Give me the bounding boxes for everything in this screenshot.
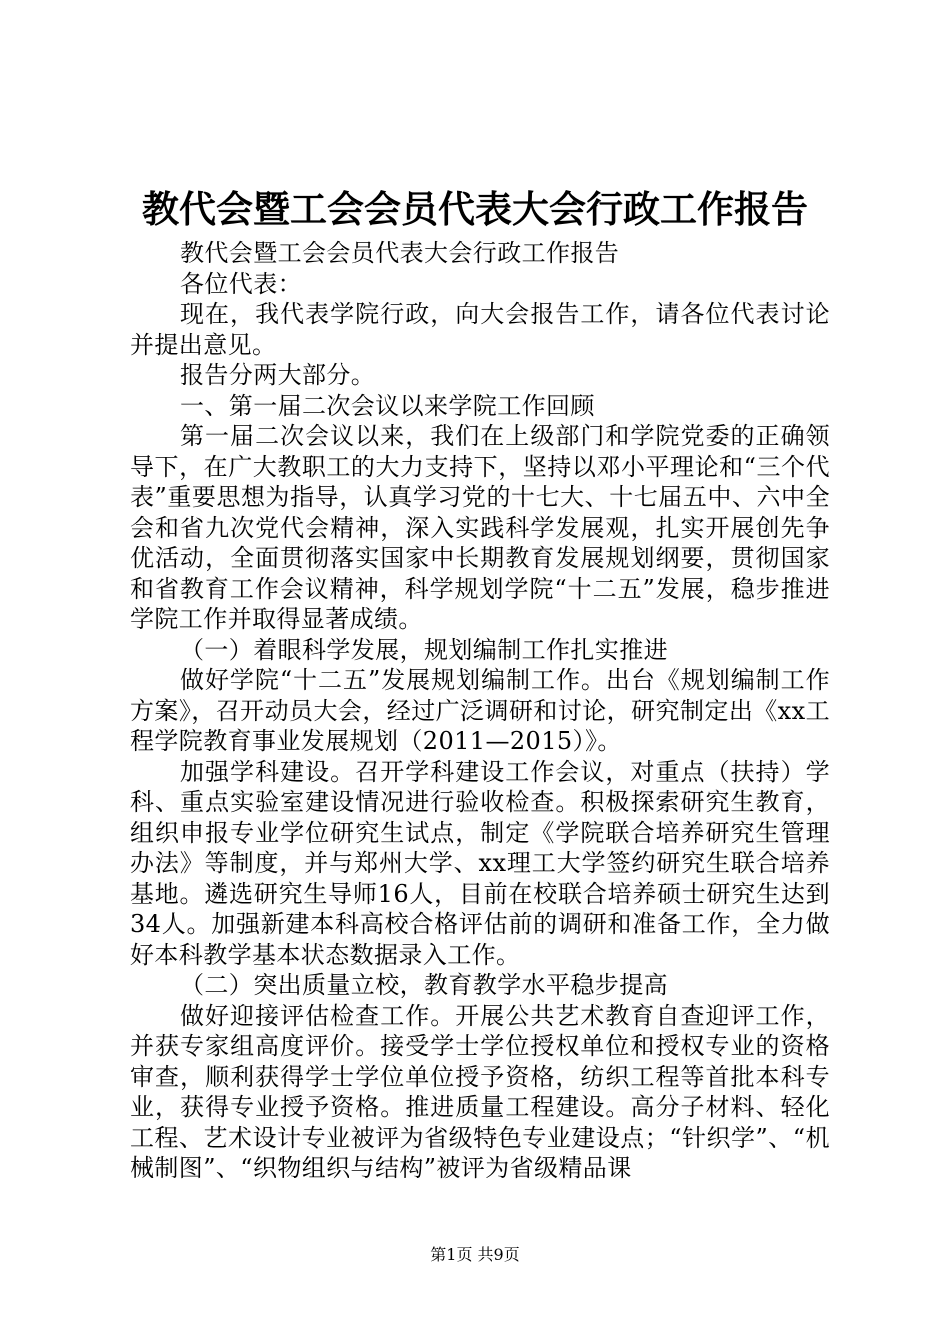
paragraph-salutation: 各位代表： bbox=[180, 269, 302, 298]
page-number-footer: 第1页 共9页 bbox=[430, 1245, 520, 1264]
document-body bbox=[130, 238, 830, 1184]
paragraph-discipline: 加强学科建设。召开学科建设工作会议，对重点（扶持）学科、重点实验室建设情况进行验收检查。积极探索研究生教育，组织申报专业学位研究生试点，制定《学院联合培养研究生管理办法》等制度，并与郑州大学、xx理工大学签约研究生联合培养基地。遴选研究生导师16人，目前在校联合培养硕士研究生达到34人。加强新建本科高校合格评估前的调研和准备工作，全力做好本科教学基本状态数据录入工作。 bbox=[130, 757, 830, 969]
subsection-heading-1: （一）着眼科学发展，规划编制工作扎实推进 bbox=[180, 635, 668, 664]
document-title: 教代会暨工会会员代表大会行政工作报告 bbox=[142, 187, 808, 231]
paragraph-intro: 现在，我代表学院行政，向大会报告工作，请各位代表讨论并提出意见。 bbox=[130, 300, 830, 359]
paragraph-outline: 报告分两大部分。 bbox=[180, 361, 376, 389]
paragraph-subtitle: 教代会暨工会会员代表大会行政工作报告 bbox=[180, 239, 620, 267]
subsection-heading-2: （二）突出质量立校，教育教学水平稳步提高 bbox=[180, 971, 668, 999]
section-heading-1: 一、第一届二次会议以来学院工作回顾 bbox=[180, 391, 595, 420]
paragraph-evaluation: 做好迎接评估检查工作。开展公共艺术教育自查迎评工作，并获专家组高度评价。接受学士学位授权单位和授权专业的资格审查，顺利获得学士学位单位授予资格，纺织工程等首批本科专业，获得专业授予资格。推进质量工程建设。高分子材料、轻化工程、艺术设计专业被评为省级特色专业建设点；“针织学”、“机械制图”、“织物组织与结构”被评为省级精品课 bbox=[130, 1001, 830, 1182]
paragraph-review: 第一届二次会议以来，我们在上级部门和学院党委的正确领导下，在广大教职工的大力支持下，坚持以邓小平理论和“三个代表”重要思想为指导，认真学习党的十七大、十七届五中、六中全会和省九次党代会精神，深入实践科学发展观，扎实开展创先争优活动，全面贯彻落实国家中长期教育发展规划纲要，贯彻国家和省教育工作会议精神，科学规划学院“十二五”发展，稳步推进学院工作并取得显著成绩。 bbox=[130, 422, 830, 633]
paragraph-planning: 做好学院“十二五”发展规划编制工作。出台《规划编制工作方案》，召开动员大会，经过广泛调研和讨论，研究制定出《xx工程学院教育事业发展规划（2011—2015）》。 bbox=[130, 666, 830, 755]
